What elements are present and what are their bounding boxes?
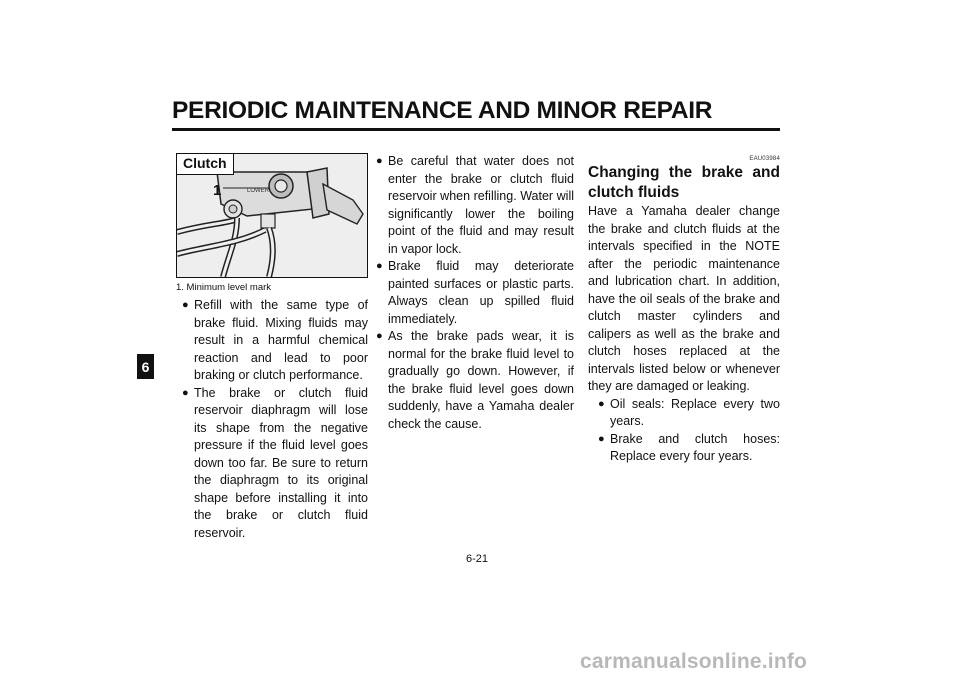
bullet-icon: ● (376, 260, 383, 272)
section-heading: Changing the brake and clutch fluids (588, 164, 780, 201)
page-number: 6-21 (466, 553, 489, 565)
list-item-text: As the brake pads wear, it is normal for the brake fluid level to gradually go down. However, if the brake fluid level goes down suddenly, have a Yamaha dealer check the cause. (388, 329, 574, 431)
watermark: carmanualsonline.info (580, 650, 808, 673)
section-body: Have a Yamaha dealer change the brake and clutch fluids at the intervals specified in the NOTE after the periodic maintenance and lubrication chart. In addition, have the oil seals of the brake and clutch master cylinders and calipers as well as the brake and clutch hoses replaced at the intervals listed below or whenever they are damaged or leaking. (588, 204, 780, 393)
bullet-icon: ● (376, 155, 383, 167)
list-item (588, 396, 780, 431)
bullet-icon: ● (182, 386, 189, 399)
list-item (376, 328, 574, 433)
list-item-text: Brake and clutch hoses: Replace every four years. (610, 431, 780, 463)
figure-tag: Clutch (177, 154, 234, 175)
middle-column (376, 153, 574, 433)
left-column (172, 297, 368, 542)
decal-text: LOWER (247, 188, 270, 194)
bullet-icon: ● (376, 330, 383, 342)
list-item-text: Brake fluid may deteriorate painted surfaces or plastic parts. Always clean up spilled fluid immediately. (388, 259, 574, 326)
bullet-icon: ● (182, 299, 189, 311)
list-item (172, 297, 368, 385)
page-title: PERIODIC MAINTENANCE AND MINOR REPAIR (172, 97, 713, 124)
list-item (588, 431, 780, 466)
list-item-text: Refill with the same type of brake fluid. Mixing fluids may result in a harmful chemical reaction and lead to poor braking or clutch performance. (194, 298, 368, 382)
chapter-tab: 6 (137, 354, 154, 379)
bullet-icon: ● (598, 397, 605, 410)
right-column (588, 153, 780, 466)
list-item (376, 258, 574, 328)
clutch-reservoir-figure (176, 153, 368, 278)
document-code: EAU03984 (749, 156, 780, 162)
list-item (172, 385, 368, 543)
figure-caption: 1. Minimum level mark (176, 282, 272, 293)
list-item-text: The brake or clutch fluid reservoir diaphragm will lose its shape from the negative pressure if the fluid level goes down too far. Be sure to return the diaphragm to its original shape before installing it into the brake or clutch fluid reservoir. (194, 385, 368, 540)
list-item-text: Be careful that water does not enter the brake or clutch fluid reservoir when refilling. Water will significantly lower the boiling point of the fluid and may result in vapor lock. (388, 154, 574, 256)
header-rule (172, 128, 780, 131)
list-item (376, 153, 574, 258)
bullet-icon: ● (598, 432, 605, 445)
figure-callout: 1 (213, 182, 222, 199)
list-item-text: Oil seals: Replace every two years. (610, 396, 780, 428)
